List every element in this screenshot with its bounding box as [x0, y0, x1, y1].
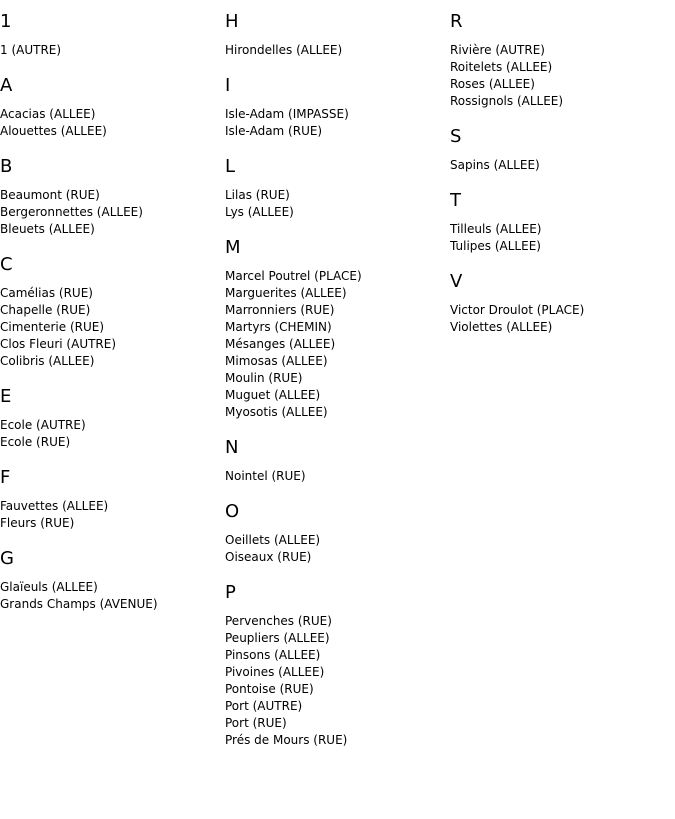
street-link[interactable]: Cimenterie (RUE): [0, 320, 105, 334]
street-link[interactable]: Colibris (ALLEE): [0, 354, 95, 368]
street-column: [0, 0, 225, 628]
letter-group: [0, 466, 225, 532]
street-link[interactable]: Myosotis (ALLEE): [225, 405, 328, 419]
street-list: [450, 42, 675, 110]
street-link[interactable]: Pinsons (ALLEE): [225, 648, 321, 662]
street-list: [225, 42, 450, 59]
street-list: [0, 42, 225, 59]
street-link[interactable]: Lilas (RUE): [225, 188, 290, 202]
street-link[interactable]: 1 (AUTRE): [0, 43, 62, 57]
street-link[interactable]: Mimosas (ALLEE): [225, 354, 328, 368]
street-link[interactable]: Prés de Mours (RUE): [225, 733, 348, 747]
street-link[interactable]: Oeillets (ALLEE): [225, 533, 321, 547]
street-link[interactable]: Moulin (RUE): [225, 371, 303, 385]
street-list: [0, 579, 225, 613]
street-link[interactable]: Rivière (AUTRE): [450, 43, 545, 57]
street-list: [450, 302, 675, 336]
street-link[interactable]: Acacias (ALLEE): [0, 107, 96, 121]
letter-group: [225, 500, 450, 566]
letter-heading: A: [0, 75, 13, 96]
letter-heading: T: [450, 190, 461, 211]
letter-group: [450, 125, 675, 174]
letter-group: [0, 385, 225, 451]
street-list: [0, 498, 225, 532]
street-link[interactable]: Ecole (RUE): [0, 435, 71, 449]
letter-heading: S: [450, 126, 462, 147]
letter-heading: C: [0, 254, 13, 275]
street-link[interactable]: Marcel Poutrel (PLACE): [225, 269, 362, 283]
letter-heading: I: [225, 75, 231, 96]
letter-heading: B: [0, 156, 13, 177]
street-link[interactable]: Rossignols (ALLEE): [450, 94, 564, 108]
street-link[interactable]: Pontoise (RUE): [225, 682, 314, 696]
street-column: [225, 0, 450, 764]
street-link[interactable]: Victor Droulot (PLACE): [450, 303, 585, 317]
street-list: [225, 268, 450, 421]
street-link[interactable]: Fleurs (RUE): [0, 516, 75, 530]
letter-group: [450, 10, 675, 110]
street-link[interactable]: Pervenches (RUE): [225, 614, 332, 628]
street-link[interactable]: Marronniers (RUE): [225, 303, 335, 317]
letter-heading: R: [450, 11, 463, 32]
street-link[interactable]: Fauvettes (ALLEE): [0, 499, 109, 513]
street-link[interactable]: Isle-Adam (RUE): [225, 124, 323, 138]
street-column: [450, 0, 675, 351]
letter-group: [225, 581, 450, 749]
letter-group: [0, 155, 225, 238]
street-list: [225, 532, 450, 566]
street-list: [0, 106, 225, 140]
street-link[interactable]: Martyrs (CHEMIN): [225, 320, 332, 334]
street-link[interactable]: Roses (ALLEE): [450, 77, 535, 91]
street-list: [0, 417, 225, 451]
letter-group: [225, 155, 450, 221]
street-list: [450, 221, 675, 255]
street-link[interactable]: Beaumont (RUE): [0, 188, 100, 202]
letter-heading: G: [0, 548, 14, 569]
street-link[interactable]: Muguet (ALLEE): [225, 388, 321, 402]
street-list: [225, 468, 450, 485]
street-link[interactable]: Lys (ALLEE): [225, 205, 294, 219]
street-link[interactable]: Clos Fleuri (AUTRE): [0, 337, 117, 351]
street-link[interactable]: Camélias (RUE): [0, 286, 93, 300]
street-list: [225, 106, 450, 140]
letter-group: [0, 547, 225, 613]
letter-heading: P: [225, 582, 236, 603]
street-link[interactable]: Mésanges (ALLEE): [225, 337, 336, 351]
street-link[interactable]: Glaïeuls (ALLEE): [0, 580, 98, 594]
street-list: [225, 613, 450, 749]
street-link[interactable]: Violettes (ALLEE): [450, 320, 553, 334]
street-link[interactable]: Sapins (ALLEE): [450, 158, 540, 172]
letter-heading: H: [225, 11, 239, 32]
letter-group: [225, 74, 450, 140]
street-link[interactable]: Chapelle (RUE): [0, 303, 91, 317]
letter-group: [0, 10, 225, 59]
letter-group: [0, 253, 225, 370]
letter-heading: V: [450, 271, 463, 292]
letter-group: [225, 236, 450, 421]
street-link[interactable]: Bleuets (ALLEE): [0, 222, 95, 236]
street-link[interactable]: Roitelets (ALLEE): [450, 60, 553, 74]
street-link[interactable]: Oiseaux (RUE): [225, 550, 312, 564]
letter-heading: E: [0, 386, 12, 407]
street-list: [225, 187, 450, 221]
letter-heading: N: [225, 437, 239, 458]
letter-group: [450, 189, 675, 255]
street-list: [0, 187, 225, 238]
letter-group: [450, 270, 675, 336]
street-link[interactable]: Ecole (AUTRE): [0, 418, 86, 432]
letter-heading: F: [0, 467, 11, 488]
street-list: [0, 285, 225, 370]
street-link[interactable]: Pivoines (ALLEE): [225, 665, 325, 679]
street-link[interactable]: Port (AUTRE): [225, 699, 303, 713]
street-link[interactable]: Grands Champs (AVENUE): [0, 597, 158, 611]
letter-heading: 1: [0, 11, 12, 32]
street-link[interactable]: Nointel (RUE): [225, 469, 306, 483]
street-link[interactable]: Tulipes (ALLEE): [450, 239, 541, 253]
street-list: [450, 157, 675, 174]
letter-group: [225, 10, 450, 59]
letter-group: [0, 74, 225, 140]
letter-group: [225, 436, 450, 485]
letter-heading: O: [225, 501, 240, 522]
street-link[interactable]: Marguerites (ALLEE): [225, 286, 347, 300]
letter-heading: L: [225, 156, 236, 177]
street-link[interactable]: Isle-Adam (IMPASSE): [225, 107, 349, 121]
street-link[interactable]: Hirondelles (ALLEE): [225, 43, 343, 57]
street-link[interactable]: Tilleuls (ALLEE): [450, 222, 542, 236]
letter-heading: M: [225, 237, 241, 258]
street-link[interactable]: Port (RUE): [225, 716, 287, 730]
street-link[interactable]: Alouettes (ALLEE): [0, 124, 107, 138]
street-link[interactable]: Peupliers (ALLEE): [225, 631, 330, 645]
street-link[interactable]: Bergeronnettes (ALLEE): [0, 205, 143, 219]
